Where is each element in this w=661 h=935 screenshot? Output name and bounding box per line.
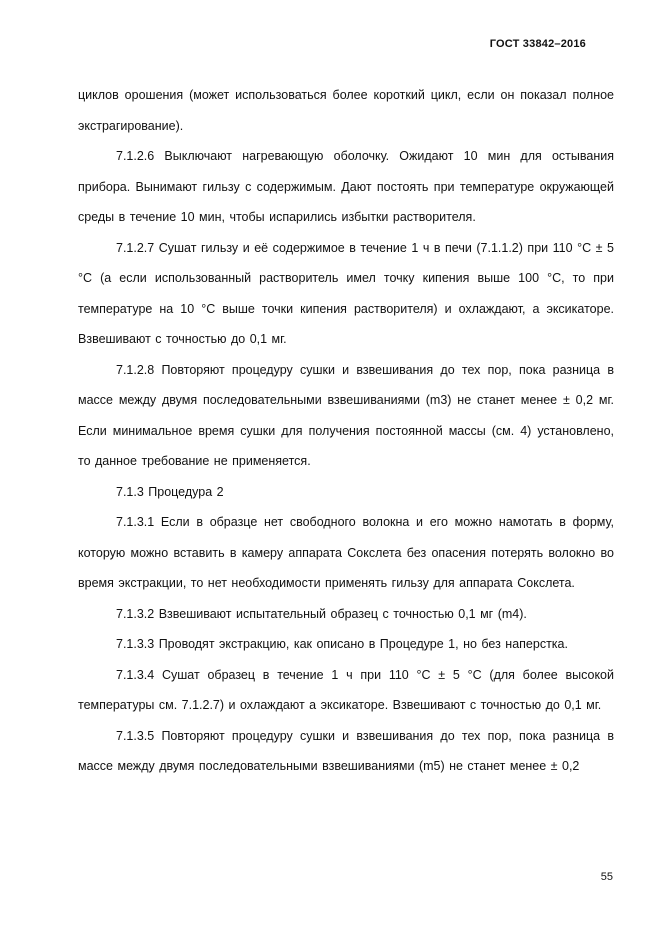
document-body: [78, 80, 614, 782]
paragraph-7-1-3-2: 7.1.3.2 Взвешивают испытательный образец с точностью 0,1 мг (m4).: [116, 606, 527, 621]
paragraph-7-1-3-5: 7.1.3.5 Повторяют процедуру сушки и взвешивания до тех пор, пока разница в массе между двумя последовательными взвешиваниями (m5) не станет менее ± 0,2: [78, 728, 614, 773]
section-heading-7-1-3: 7.1.3 Процедура 2: [116, 484, 224, 499]
paragraph-7-1-2-8: 7.1.2.8 Повторяют процедуру сушки и взвешивания до тех пор, пока разница в массе между двумя последовательными взвешиваниями (m3) не станет менее ± 0,2 мг. Если минимальное время сушки для получения постоянной массы (см. 4) установлено, то данное требование не применяется.: [78, 362, 614, 468]
paragraph-continuation: циклов орошения (может использоваться более короткий цикл, если он показал полное экстрагирование).: [78, 88, 614, 133]
document-header: ГОСТ 33842–2016: [489, 38, 586, 50]
paragraph-7-1-3-1: 7.1.3.1 Если в образце нет свободного волокна и его можно намотать в форму, которую можно вставить в камеру аппарата Сокслета без опасения потерять волокно во время экстракции, то нет необходимости применять гильзу для аппарата Сокслета.: [78, 515, 614, 590]
page-number: 55: [600, 871, 613, 883]
paragraph-7-1-2-6: 7.1.2.6 Выключают нагревающую оболочку. Ожидают 10 мин для остывания прибора. Вынимают гильзу с содержимым. Дают постоять при температуре окружающей среды в течение 10 мин, чтобы испарились избытки растворителя.: [78, 149, 614, 224]
paragraph-7-1-3-3: 7.1.3.3 Проводят экстракцию, как описано в Процедуре 1, но без наперстка.: [116, 637, 568, 651]
paragraph-7-1-3-4: 7.1.3.4 Сушат образец в течение 1 ч при 110 °С ± 5 °С (для более высокой температуры см. 7.1.2.7) и охлаждают а эксикаторе. Взвешивают с точностью до 0,1 мг.: [78, 667, 614, 712]
paragraph-7-1-2-7: 7.1.2.7 Сушат гильзу и её содержимое в течение 1 ч в печи (7.1.1.2) при 110 °С ± 5 °С (а если использованный растворитель имел точку кипения выше 100 °С, то при температуре на 10 °С выше точки кипения растворителя) и охлаждают, а эксикаторе. Взвешивают с точностью до 0,1 мг.: [78, 240, 614, 346]
